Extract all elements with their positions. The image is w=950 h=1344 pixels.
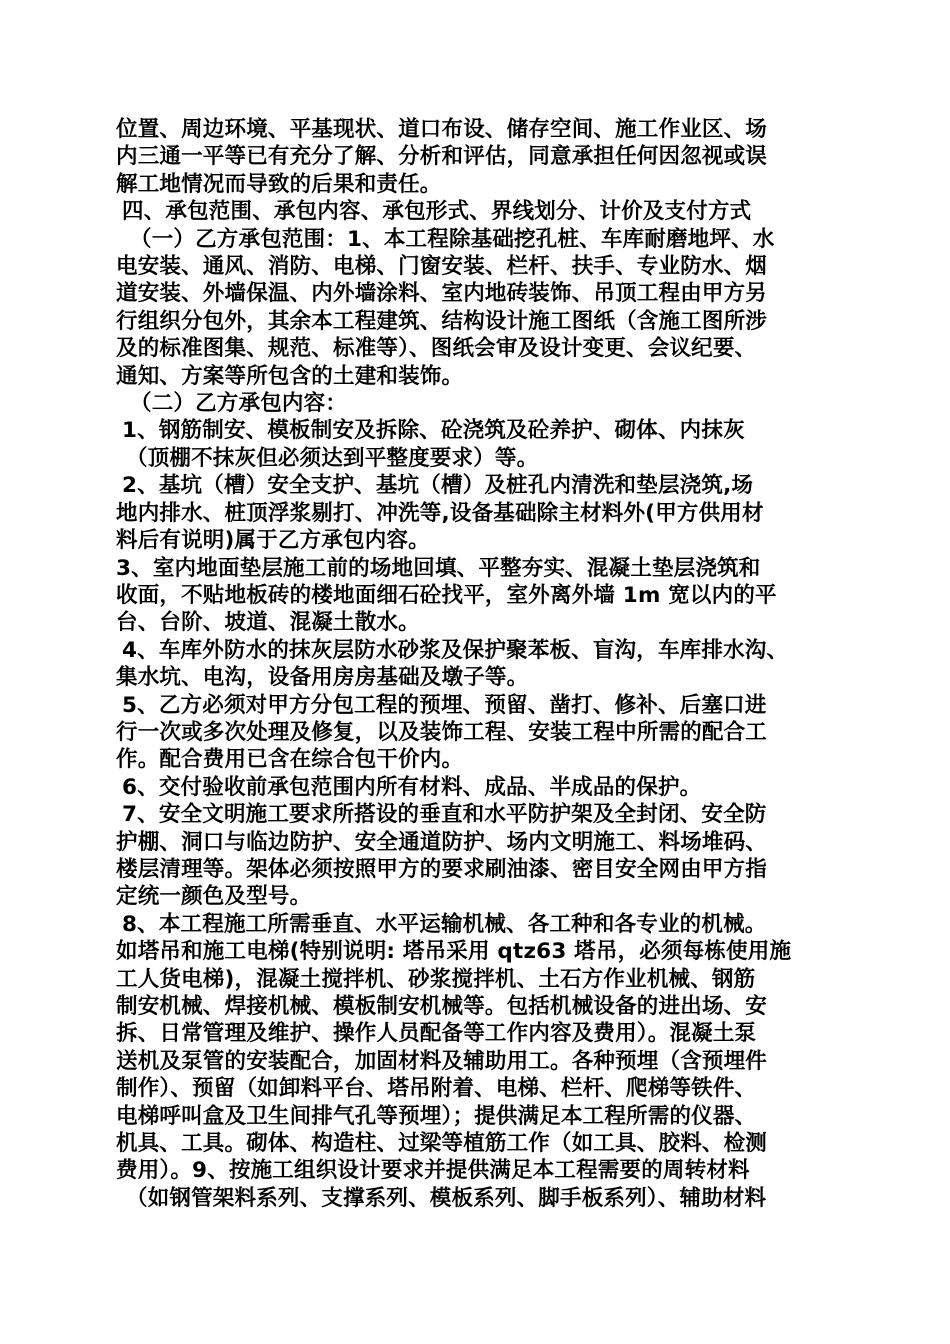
text-line: 楼层清理等。架体必须按照甲方的要求刷油漆、密目安全网由甲方指 bbox=[116, 856, 768, 882]
text-line: 拆、日常管理及维护、操作人员配备等工作内容及费用）。混凝土泵 bbox=[116, 1021, 757, 1047]
text-line: （如钢管架料系列、支撑系列、模板系列、脚手板系列）、辅助材料 bbox=[126, 1185, 767, 1211]
text-line: 制安机械、焊接机械、模板制安机械等。包括机械设备的进出场、安 bbox=[116, 994, 768, 1019]
text-line: 5、乙方必须对甲方分包工程的预埋、预留、凿打、修补、后塞口进 bbox=[122, 692, 767, 718]
text-line: 解工地情况而导致的后果和责任。 bbox=[116, 171, 442, 197]
text-line: 6、交付验收前承包范围内所有材料、成品、半成品的保护。 bbox=[122, 774, 702, 800]
text-line: 4、车库外防水的抹灰层防水砂浆及保护聚苯板、盲沟，车库排水沟、 bbox=[122, 637, 789, 663]
text-line: 作。配合费用已含在综合包干价内。 bbox=[116, 747, 464, 773]
text-line: 2、基坑（槽）安全支护、基坑（槽）及桩孔内清洗和垫层浇筑,场 bbox=[122, 473, 754, 499]
text-line: 收面，不贴地板砖的楼地面细石砼找平，室外离外墙 1m 宽以内的平 bbox=[116, 582, 777, 608]
text-line: 制作）、预留（如卸料平台、塔吊附着、电梯、栏杆、爬梯等铁件、 bbox=[116, 1076, 757, 1102]
text-line: （顶棚不抹灰但必须达到平整度要求）等。 bbox=[126, 445, 539, 471]
text-line: 集水坑、电沟，设备用房房基础及墩子等。 bbox=[116, 665, 529, 691]
text-line: 7、安全文明施工要求所搭设的垂直和水平防护架及全封闭、安全防 bbox=[122, 802, 767, 828]
text-line: 位置、周边环境、平基现状、道口布设、储存空间、施工作业区、场 bbox=[116, 117, 768, 142]
document-body bbox=[116, 116, 841, 1212]
text-line: 台、台阶、坡道、混凝土散水。 bbox=[116, 610, 420, 636]
text-line: 及的标准图集、规范、标准等）、图纸会审及设计变更、会议纪要、 bbox=[116, 336, 757, 362]
text-line: 地内排水、桩顶浮浆剔打、冲洗等,设备基础除主材料外(甲方供用材 bbox=[116, 500, 764, 526]
text-line: 送机及泵管的安装配合，加固材料及辅助用工。各种预埋（含预埋件 bbox=[116, 1048, 768, 1074]
text-line: 1、钢筋制安、模板制安及拆除、砼浇筑及砼养护、砌体、内抹灰 bbox=[122, 418, 745, 444]
text-line: 定统一颜色及型号。 bbox=[116, 884, 312, 910]
text-line: 道安装、外墙保温、内外墙涂料、室内地砖装饰、吊顶工程由甲方另 bbox=[116, 281, 768, 307]
text-line: 料后有说明)属于乙方承包内容。 bbox=[116, 528, 430, 554]
text-line: 护棚、洞口与临边防护、安全通道防护、场内文明施工、料场堆码、 bbox=[116, 829, 768, 855]
text-line: 通知、方案等所包含的土建和装饰。 bbox=[116, 363, 464, 389]
text-line: 8、本工程施工所需垂直、水平运输机械、各工种和各专业的机械。 bbox=[122, 911, 767, 937]
section-heading: 四、承包范围、承包内容、承包形式、界线划分、计价及支付方式 bbox=[122, 199, 752, 225]
text-line: 电梯呼叫盒及卫生间排气孔等预埋）；提供满足本工程所需的仪器、 bbox=[116, 1103, 757, 1129]
text-line: （一）乙方承包范围：1、本工程除基础挖孔桩、车库耐磨地坪、水 bbox=[130, 226, 775, 252]
text-line: 机具、工具。砌体、构造柱、过梁等植筋工作（如工具、胶料、检测 bbox=[116, 1131, 768, 1157]
text-line: 费用）。9、按施工组织设计要求并提供满足本工程需要的周转材料 bbox=[116, 1158, 750, 1184]
text-line: 行一次或多次处理及修复，以及装饰工程、安装工程中所需的配合工 bbox=[116, 719, 768, 745]
text-line: 3、室内地面垫层施工前的场地回填、平整夯实、混凝土垫层浇筑和 bbox=[116, 555, 761, 581]
text-line: 内三通一平等已有充分了解、分析和评估，同意承担任何因忽视或误 bbox=[116, 144, 768, 170]
subsection-heading: （二）乙方承包内容： bbox=[130, 391, 348, 417]
text-line: 电安装、通风、消防、电梯、门窗安装、栏杆、扶手、专业防水、烟 bbox=[116, 254, 768, 280]
text-line: 如塔吊和施工电梯(特别说明: 塔吊采用 qtz63 塔吊，必须每栋使用施 bbox=[116, 939, 792, 965]
text-line: 工人货电梯)，混凝土搅拌机、砂浆搅拌机、土石方作业机械、钢筋 bbox=[116, 966, 756, 992]
text-line: 行组织分包外，其余本工程建筑、结构设计施工图纸（含施工图所涉 bbox=[116, 308, 768, 334]
